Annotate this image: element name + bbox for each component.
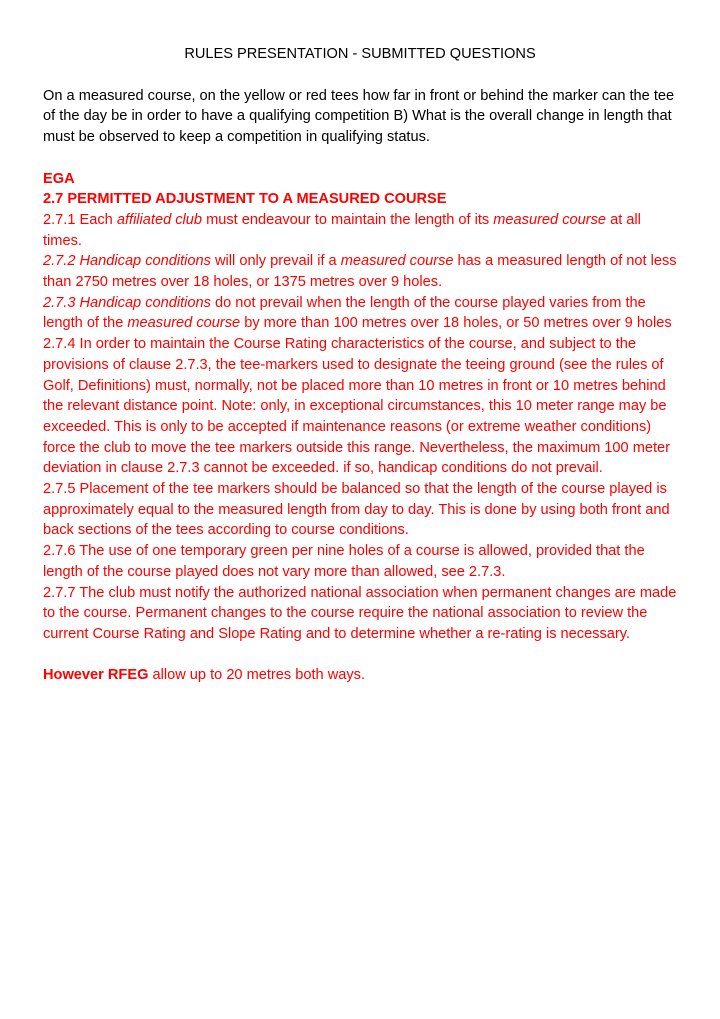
clause-2-7-6: 2.7.6 The use of one temporary green per nine holes of a course is allowed, provided that the length of the course played does not vary more than allowed, see 2.7.3. [43, 543, 645, 580]
clause-2-7-3: 2.7.3 Handicap conditions do not prevail when the length of the course played varies from the length of the measured course by more than 100 metres over 18 holes, or 50 metres over 9 holes [43, 294, 672, 332]
rfeg-note [43, 665, 683, 686]
rfeg-note-bold: However RFEG [43, 667, 149, 684]
spacer [43, 645, 683, 666]
ega-section [43, 169, 683, 687]
section-2-7-title: 2.7 PERMITTED ADJUSTMENT TO A MEASURED COURSE [43, 191, 447, 208]
ega-heading: EGA [43, 170, 75, 187]
clause-2-7-5: 2.7.5 Placement of the tee markers should be balanced so that the length of the course played is approximately equal to the measured length from day to day. This is done by using both front and back sections of the tees according to course conditions. [43, 481, 670, 539]
submitted-question: On a measured course, on the yellow or red tees how far in front or behind the marker can the tee of the day be in order to have a qualifying competition B) What is the overall change in length that must be observed to keep a competition in qualifying status. [43, 87, 675, 146]
document-title: RULES PRESENTATION - SUBMITTED QUESTIONS [184, 46, 536, 62]
clause-2-7-4: 2.7.4 In order to maintain the Course Rating characteristics of the course, and subject to the provisions of clause 2.7.3, the tee-markers used to designate the teeing ground (see the rules of Golf, Definitions) must, normally, not be placed more than 10 metres in front or 10 metres behind the relevant distance point. Note: only, in exceptional circumstances, this 10 meter range may be exceeded. This is only to be accepted if maintenance reasons (or extreme weather conditions) force the club to move the tee markers outside this range. Nevertheless, the maximum 100 meter deviation in clause 2.7.3 cannot be exceeded. if so, handicap conditions do not prevail. [43, 336, 671, 477]
rfeg-note-rest: allow up to 20 metres both ways. [148, 667, 366, 684]
clause-2-7-2: 2.7.2 Handicap conditions will only prevail if a measured course has a measured length of not less than 2750 metres over 18 holes, or 1375 metres over 9 holes. [43, 253, 677, 291]
document-page [43, 44, 683, 686]
clause-2-7-1: 2.7.1 Each affiliated club must endeavour to maintain the length of its measured course at all times. [43, 211, 641, 249]
clause-2-7-7: 2.7.7 The club must notify the authorized national association when permanent changes are made to the course. Permanent changes to the course require the national association to review the current Course Rating and Slope Rating and to determine whether a re-rating is necessary. [43, 584, 677, 642]
